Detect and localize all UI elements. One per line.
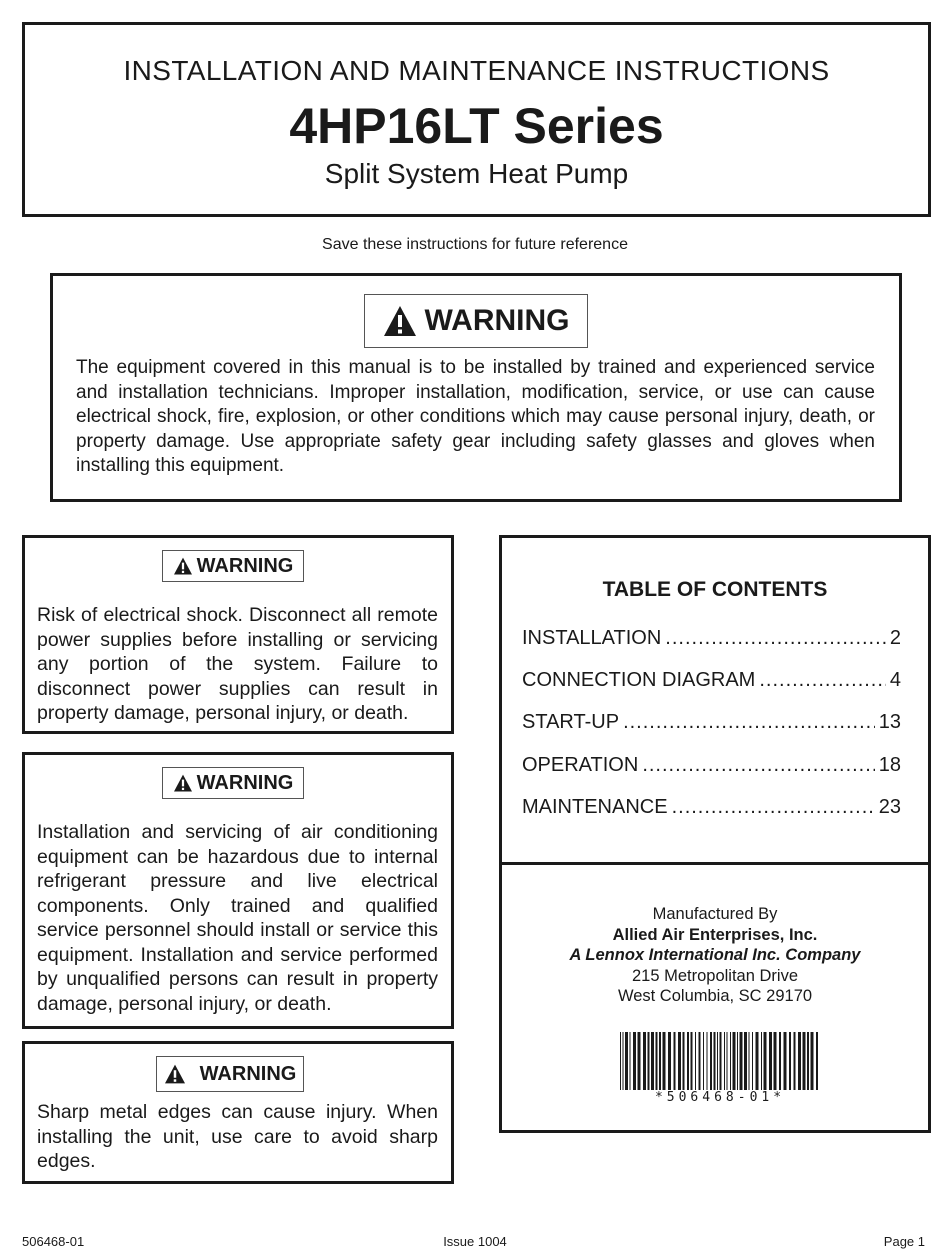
- toc-item-label: MAINTENANCE: [522, 796, 668, 818]
- warning-text: Risk of electrical shock. Disconnect all remote power supplies before installing or servicing any portion of the system. Failure to disconnect power supplies can result in property damage, personal injury, or death.: [37, 604, 438, 724]
- table-of-contents: [499, 535, 931, 865]
- warning-label: [162, 550, 304, 582]
- barcode-bar: [668, 1032, 671, 1090]
- main-warning-text: The equipment covered in this manual is to be installed by trained and experienced service and installation technicians. Improper installation, modification, service, or use can cause electrical shock, fire, explosion, or other conditions which may cause personal injury, death, or property damage. Use appropriate safety gear including safety glasses and gloves when installing this equipment.: [76, 357, 875, 476]
- warning-text: Sharp metal edges can cause injury. When installing the unit, use care to avoid sharp edges.: [37, 1101, 438, 1172]
- barcode: [620, 1032, 820, 1090]
- warning-box-sharp-edges: [22, 1041, 454, 1184]
- barcode-bar: [620, 1032, 621, 1090]
- warning-triangle-icon: [164, 1064, 186, 1084]
- main-warning-box: [50, 273, 902, 502]
- footer-issue: Issue 1004: [443, 1234, 507, 1249]
- barcode-bar: [638, 1032, 641, 1090]
- barcode-bar: [663, 1032, 666, 1090]
- toc-item-installation[interactable]: [522, 627, 901, 650]
- city-address: West Columbia, SC 29170: [617, 987, 813, 1005]
- toc-item-maintenance[interactable]: [522, 796, 901, 819]
- toc-leader: [759, 669, 886, 692]
- barcode-bar: [794, 1032, 796, 1090]
- barcode-bar: [761, 1032, 762, 1090]
- barcode-bar: [749, 1032, 750, 1090]
- barcode-bar: [710, 1032, 712, 1090]
- save-note: Save these instructions for future reference: [322, 236, 628, 253]
- barcode-bar: [651, 1032, 654, 1090]
- warning-box-electrical: [22, 535, 454, 734]
- barcode-bar: [633, 1032, 636, 1090]
- footer-page-number: Page 1: [883, 1234, 925, 1249]
- barcode-bar: [656, 1032, 658, 1090]
- warning-label: [162, 767, 304, 799]
- barcode-text: *506468-01*: [654, 1090, 786, 1105]
- barcode-bar: [811, 1032, 814, 1090]
- barcode-bar: [756, 1032, 759, 1090]
- barcode-bar: [699, 1032, 701, 1090]
- toc-item-label: CONNECTION DIAGRAM: [522, 669, 756, 691]
- barcode-bar: [717, 1032, 718, 1090]
- barcode-bar: [659, 1032, 661, 1090]
- warning-triangle-icon: [383, 305, 417, 337]
- barcode-bar: [798, 1032, 801, 1090]
- barcode-bar: [714, 1032, 716, 1090]
- barcode-bar: [674, 1032, 676, 1090]
- barcode-bar: [720, 1032, 722, 1090]
- barcode-bar: [695, 1032, 696, 1090]
- barcode-bar: [687, 1032, 689, 1090]
- toc-item-page: 23: [878, 796, 901, 818]
- barcode-bar: [724, 1032, 725, 1090]
- barcode-bar: [816, 1032, 818, 1090]
- barcode-bar: [678, 1032, 681, 1090]
- warning-label-text: WARNING: [199, 1062, 297, 1085]
- manufacturer-box: [499, 862, 931, 1133]
- barcode-bar: [727, 1032, 728, 1090]
- warning-box-refrigerant: [22, 752, 454, 1029]
- warning-label-text: WARNING: [424, 304, 570, 337]
- toc-title: TABLE OF CONTENTS: [602, 578, 828, 601]
- toc-leader: [642, 754, 874, 777]
- toc-item-page: 13: [878, 711, 901, 733]
- toc-leader: [623, 711, 875, 734]
- barcode-bar: [774, 1032, 777, 1090]
- warning-label-text: WARNING: [196, 771, 294, 794]
- barcode-bar: [730, 1032, 731, 1090]
- barcode-bar: [691, 1032, 693, 1090]
- barcode-bar: [683, 1032, 685, 1090]
- barcode-bar: [625, 1032, 628, 1090]
- toc-item-connection-diagram[interactable]: [522, 669, 901, 692]
- warning-label: [364, 294, 588, 348]
- toc-item-page: 2: [889, 627, 901, 649]
- toc-leader: [672, 796, 875, 819]
- barcode-bar: [630, 1032, 631, 1090]
- barcode-bar: [648, 1032, 650, 1090]
- warning-label-text: WARNING: [196, 554, 294, 577]
- warning-text: Installation and servicing of air conditioning equipment can be hazardous due to internal refrigerant pressure and live electrical components. Only trained and qualified service personnel should install or service this equipment. Installation and service performed by unqualified persons can result in property damage, personal injury, or death.: [37, 821, 438, 1015]
- toc-item-label: INSTALLATION: [522, 627, 662, 649]
- barcode-bar: [623, 1032, 624, 1090]
- parent-company: A Lennox International Inc. Company: [569, 946, 861, 964]
- street-address: 215 Metropolitan Drive: [632, 966, 798, 985]
- model-title: 4HP16LT Series: [289, 98, 664, 154]
- barcode-bar: [733, 1032, 736, 1090]
- barcode-bar: [752, 1032, 753, 1090]
- toc-item-label: OPERATION: [522, 754, 639, 776]
- barcode-bar: [643, 1032, 646, 1090]
- barcode-bar: [769, 1032, 772, 1090]
- barcode-bar: [807, 1032, 809, 1090]
- manufactured-by: Manufactured By: [652, 905, 778, 923]
- warning-triangle-icon: [173, 557, 193, 575]
- barcode-bar: [803, 1032, 806, 1090]
- product-subtitle: Split System Heat Pump: [324, 158, 629, 189]
- toc-item-page: 4: [889, 669, 901, 691]
- barcode-bar: [707, 1032, 708, 1090]
- toc-item-start-up[interactable]: [522, 711, 901, 734]
- toc-leader: [665, 627, 886, 650]
- barcode-bar: [740, 1032, 743, 1090]
- title-block: [22, 22, 931, 217]
- toc-item-operation[interactable]: [522, 754, 901, 777]
- barcode-bar: [764, 1032, 767, 1090]
- barcode-bar: [779, 1032, 781, 1090]
- barcode-bar: [737, 1032, 738, 1090]
- toc-item-label: START-UP: [522, 711, 620, 733]
- barcode-bar: [744, 1032, 747, 1090]
- company-name: Allied Air Enterprises, Inc.: [612, 925, 818, 944]
- warning-triangle-icon: [173, 774, 193, 792]
- warning-label: [156, 1056, 304, 1092]
- footer-doc-number: 506468-01: [22, 1234, 85, 1249]
- document-type: INSTALLATION AND MAINTENANCE INSTRUCTIONS: [123, 55, 830, 86]
- toc-item-page: 18: [878, 754, 901, 776]
- barcode-bar: [784, 1032, 787, 1090]
- barcode-bar: [789, 1032, 791, 1090]
- barcode-bar: [703, 1032, 704, 1090]
